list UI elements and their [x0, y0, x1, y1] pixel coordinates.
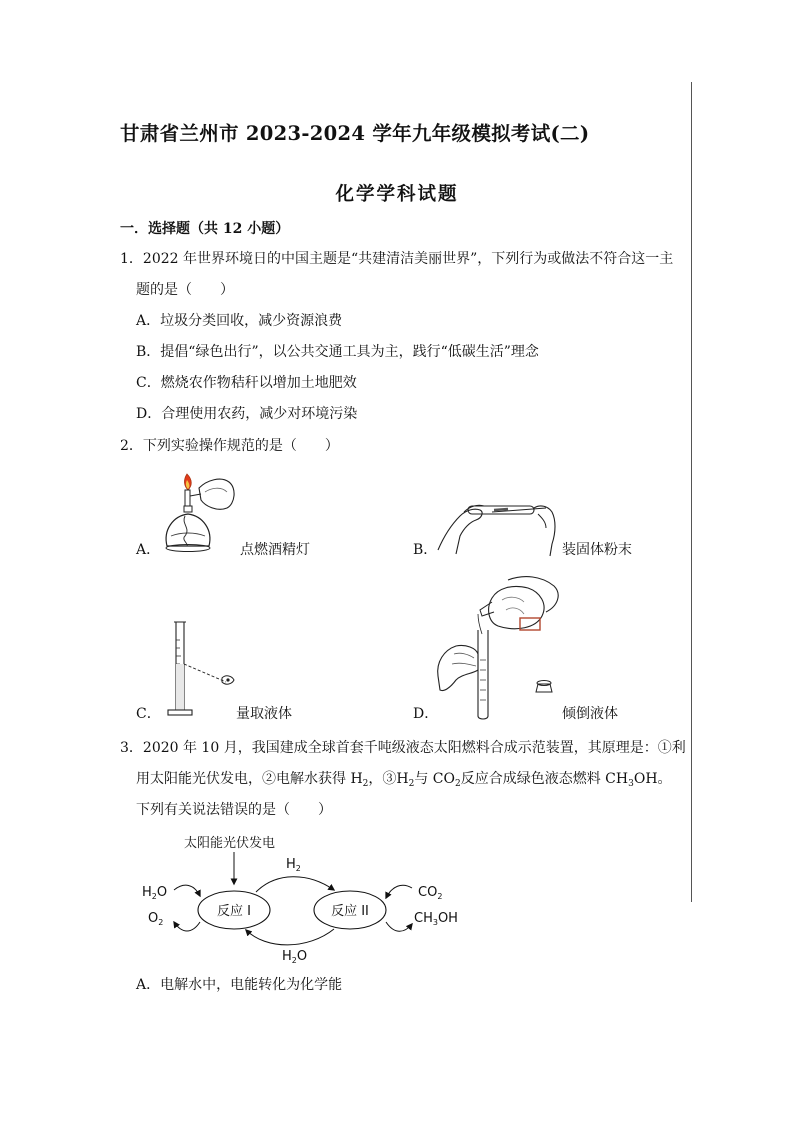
graduated-cylinder-figure [164, 620, 244, 720]
reaction-1-label: 反应 I [217, 904, 251, 919]
reaction-2-label: 反应 II [331, 904, 369, 919]
exam-subtitle: 化学学科试题 [335, 184, 459, 205]
ch3oh-output-arrow [386, 922, 412, 931]
q1-stem-line1: 1．2022 年世界环境日的中国主题是“共建清洁美丽世界”，下列行为或做法不符合这一主 [120, 251, 674, 267]
co2-input-label: $CO_2$ [418, 885, 443, 901]
h2-label: $H_2$ [286, 857, 301, 873]
o2-output-label: $O_2$ [148, 911, 164, 927]
o2-output-arrow [174, 922, 200, 931]
q3-line3: 下列有关说法错误的是（ ） [136, 802, 332, 818]
q3-option-a[interactable]: A．电解水中，电能转化为化学能 [136, 977, 343, 993]
powder-test-tube-figure [434, 488, 564, 558]
ch3oh-output-label: $CH_3OH$ [414, 911, 458, 927]
h2o-input-arrow [174, 885, 200, 896]
h2o-bottom-label: $H_2O$ [282, 949, 308, 965]
q3-line1: 3．2020 年 10 月，我国建成全球首套千吨级液态太阳燃料合成示范装置，其原理是：①利 [120, 740, 686, 756]
q1-option-d[interactable]: D．合理使用农药，减少对环境污染 [136, 406, 358, 422]
q2-option-a-caption: 点燃酒精灯 [240, 542, 310, 558]
q2-option-a-letter[interactable]: A． [136, 542, 161, 558]
q2-option-d-caption: 倾倒液体 [562, 706, 618, 722]
pouring-liquid-figure [432, 570, 582, 720]
q2-option-c-letter[interactable]: C． [136, 706, 161, 722]
h2-flow-arrow [256, 877, 334, 892]
reaction-diagram [136, 830, 476, 970]
co2-input-arrow [386, 885, 412, 898]
q2-option-b-caption: 装固体粉末 [562, 542, 632, 558]
q2-option-b-letter[interactable]: B． [413, 542, 438, 558]
q2-stem: 2．下列实验操作规范的是（ ） [120, 438, 339, 454]
q2-option-c-caption: 量取液体 [236, 706, 292, 722]
h2o-return-arrow [246, 929, 334, 945]
section-heading: 一．选择题（共 12 小题） [120, 221, 290, 237]
q1-option-b[interactable]: B．提倡“绿色出行”，以公共交通工具为主，践行“低碳生活”理念 [136, 344, 539, 360]
alcohol-lamp-figure [155, 466, 245, 556]
diagram-top-label: 太阳能光伏发电 [184, 836, 276, 851]
h2o-input-label: $H_2O$ [142, 885, 168, 901]
q3-line2: 用太阳能光伏发电，②电解水获得 $H_2$，$③H_2$与 $CO_2$反应合成绿色液态燃料 $CH_3OH$。 [136, 771, 672, 789]
q1-option-a[interactable]: A．垃圾分类回收，减少资源浪费 [136, 313, 343, 329]
q1-stem-line2: 题的是（ ） [136, 282, 234, 298]
q2-option-d-letter[interactable]: D． [413, 706, 439, 722]
q1-option-c[interactable]: C．燃烧农作物秸秆以增加土地肥效 [136, 375, 357, 391]
exam-title: 甘肃省兰州市 2023-2024 学年九年级模拟考试(二) [120, 122, 590, 145]
